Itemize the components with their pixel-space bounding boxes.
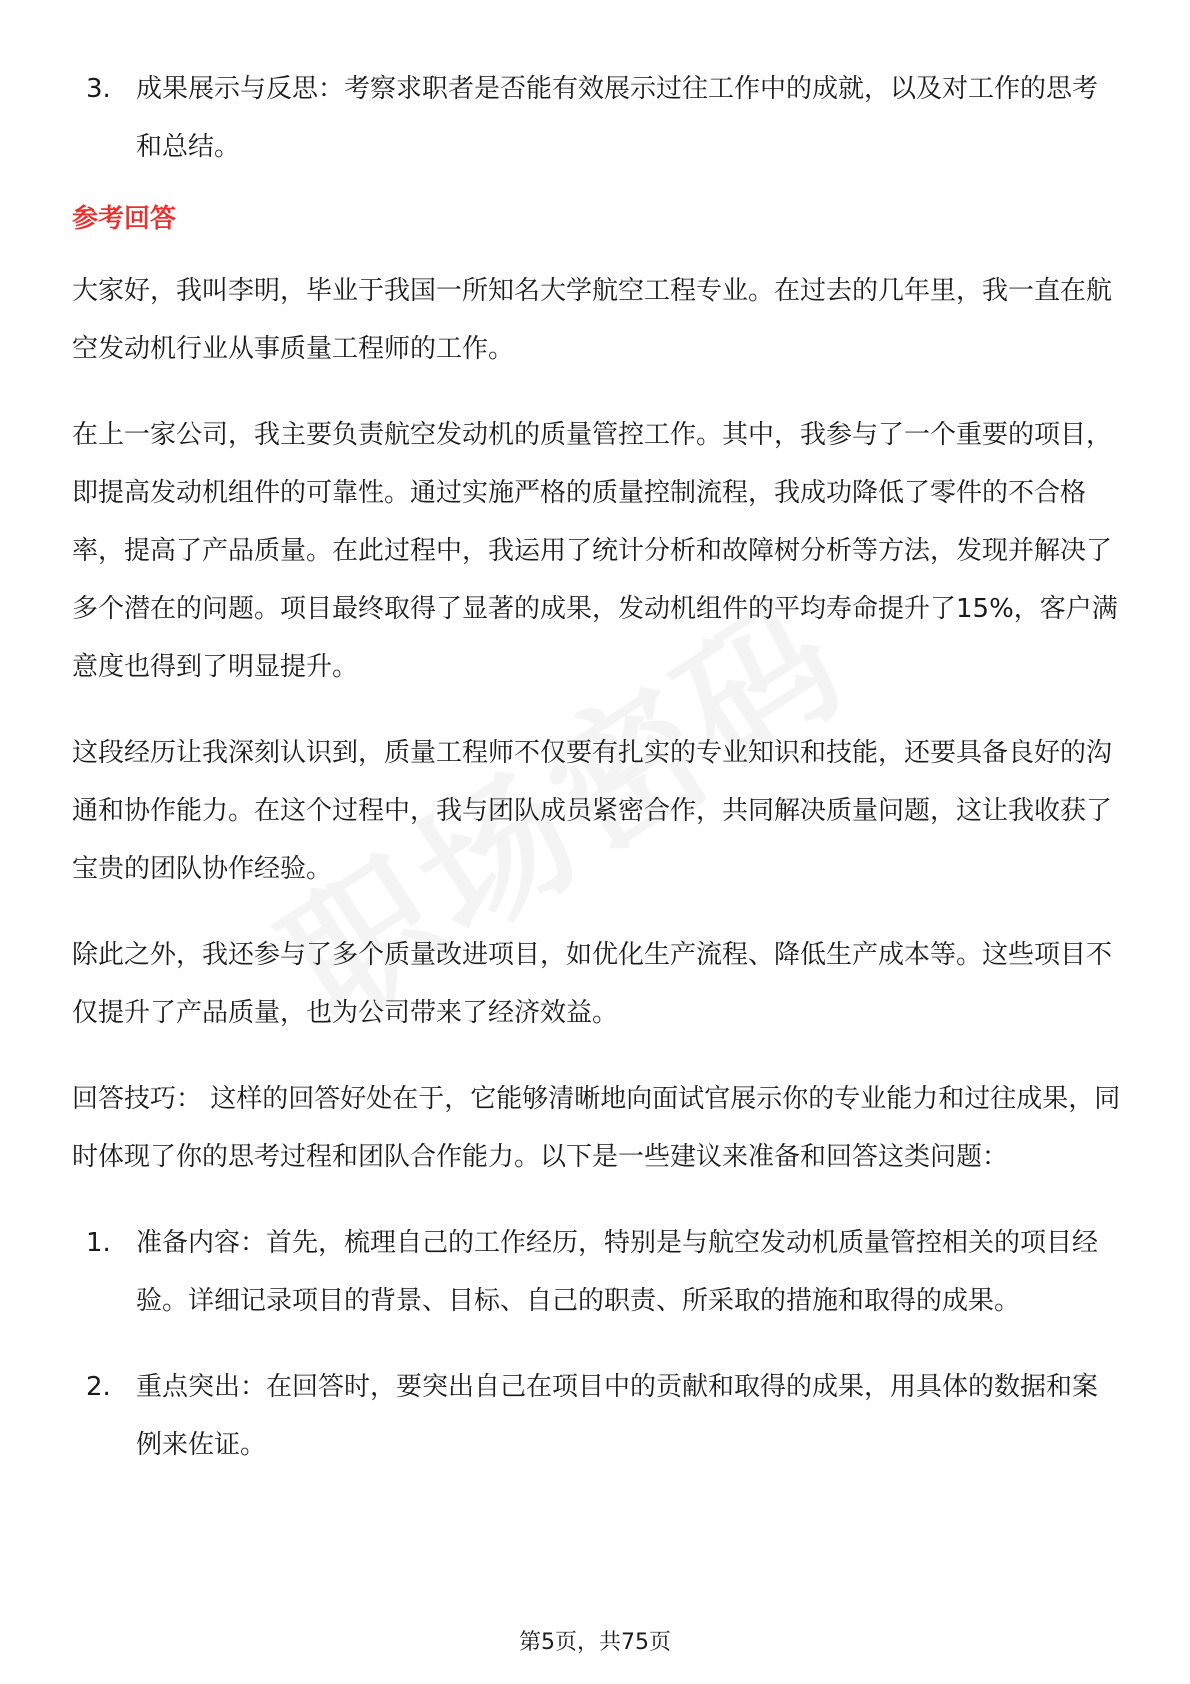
list-text: 重点突出：在回答时，要突出自己在项目中的贡献和取得的成果，用具体的数据和案例来佐证。: [136, 1372, 1099, 1460]
list-number: 1.: [86, 1228, 111, 1258]
list-text: 成果展示与反思：考察求职者是否能有效展示过往工作中的成就，以及对工作的思考和总结。: [136, 74, 1099, 162]
paragraph-experience: 在上一家公司，我主要负责航空发动机的质量管控工作。其中，我参与了一个重要的项目，即提高发动机组件的可靠性。通过实施严格的质量控制流程，我成功降低了零件的不合格率，提高了产品质量。在此过程中，我运用了统计分析和故障树分析等方法，发现并解决了多个潜在的问题。项目最终取得了显著的成果，发动机组件的平均寿命提升了15%，客户满意度也得到了明显提升。: [72, 420, 1118, 682]
section-heading: 参考回答: [72, 204, 177, 234]
list-number: 2.: [86, 1372, 111, 1402]
paragraph-reflection: 这段经历让我深刻认识到，质量工程师不仅要有扎实的专业知识和技能，还要具备良好的沟通和协作能力。在这个过程中，我与团队成员紧密合作，共同解决质量问题，这让我收获了宝贵的团队协作经验。: [72, 738, 1113, 884]
list-item-3: [72, 60, 1122, 176]
list-text: 准备内容：首先，梳理自己的工作经历，特别是与航空发动机质量管控相关的项目经验。详细记录项目的背景、目标、自己的职责、所采取的措施和取得的成果。: [136, 1228, 1099, 1316]
list-number: 3.: [86, 74, 111, 104]
paragraph-intro: 大家好，我叫李明，毕业于我国一所知名大学航空工程专业。在过去的几年里，我一直在航空发动机行业从事质量工程师的工作。: [72, 276, 1113, 364]
page-content: [72, 60, 1122, 1474]
paragraph-other-projects: 除此之外，我还参与了多个质量改进项目，如优化生产流程、降低生产成本等。这些项目不仅提升了产品质量，也为公司带来了经济效益。: [72, 940, 1113, 1028]
page-footer: 第5页，共75页: [519, 1630, 671, 1655]
paragraph-tips: 回答技巧： 这样的回答好处在于，它能够清晰地向面试官展示你的专业能力和过往成果，同时体现了你的思考过程和团队合作能力。以下是一些建议来准备和回答这类问题：: [72, 1084, 1121, 1172]
list-item-1: [72, 1214, 1122, 1330]
list-item-2: [72, 1358, 1122, 1474]
